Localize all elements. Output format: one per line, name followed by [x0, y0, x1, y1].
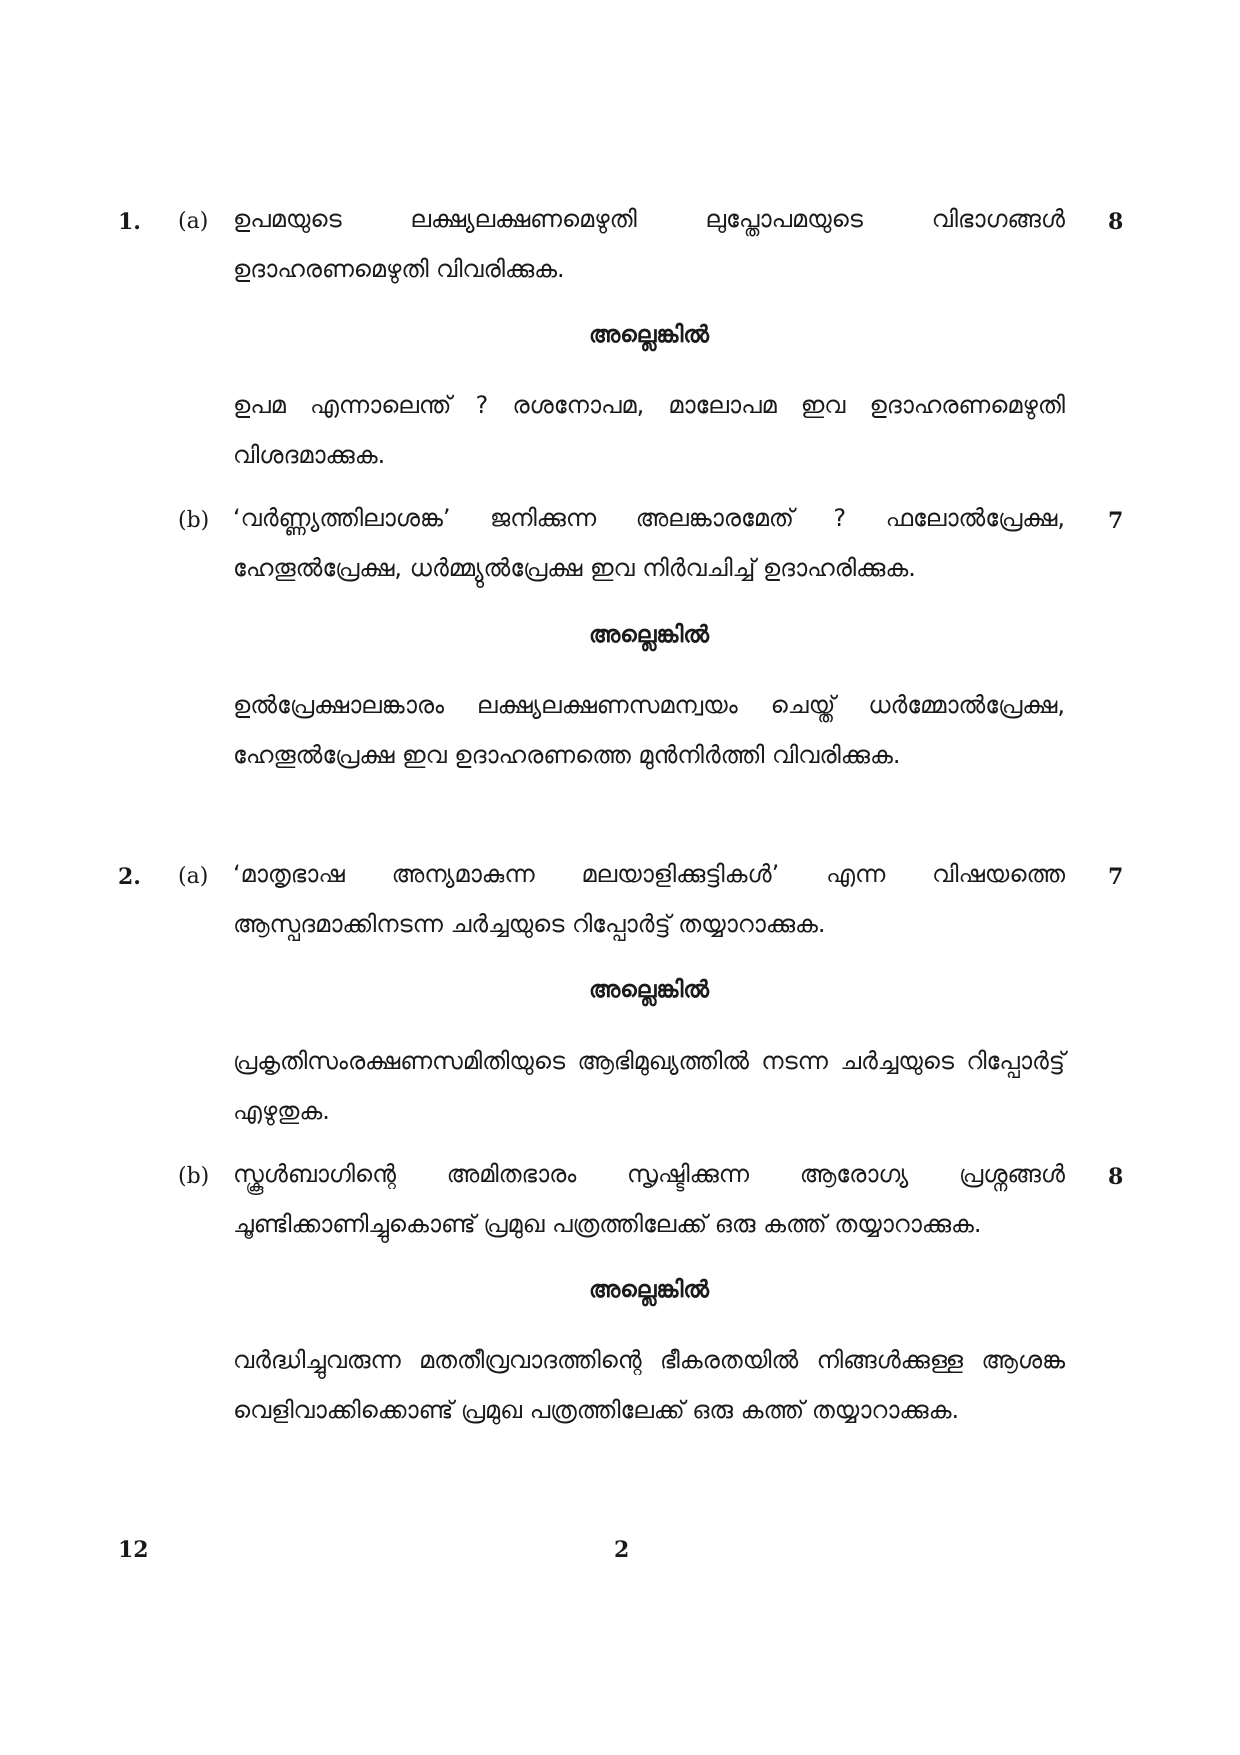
part-label: (a): [178, 864, 209, 889]
alternative-question-text: ഉപമ എന്നാലെന്ത് ? രശനോപമ, മാലോപമ ഇവ ഉദാഹരണമെഴുതി വിശദമാക്കുക.: [233, 391, 1065, 469]
part-label: (b): [178, 508, 210, 533]
marks: 7: [1108, 508, 1124, 534]
or-label: അല്ലെങ്കിൽ: [589, 622, 709, 648]
or-label: അല്ലെങ്കിൽ: [589, 1277, 709, 1303]
part-label: (a): [178, 209, 209, 234]
page-number: 2: [614, 1537, 630, 1563]
alternative-question-text: ഉൽപ്രേക്ഷാലങ്കാരം ലക്ഷ്യലക്ഷണസമന്വയം ചെയ്ത് ധർമ്മോൽപ്രേക്ഷ, ഹേതൂൽപ്രേക്ഷ ഇവ ഉദാഹരണത്തെ മുൻനിർത്തി വിവരിക്കുക.: [233, 691, 1065, 769]
marks: 8: [1108, 209, 1124, 235]
or-label: അല്ലെങ്കിൽ: [589, 322, 709, 348]
or-label: അല്ലെങ്കിൽ: [589, 977, 709, 1003]
marks: 8: [1108, 1164, 1124, 1190]
question-text: ‘മാതൃഭാഷ അന്യമാകുന്ന മലയാളിക്കുട്ടികൾ’ എന്ന വിഷയത്തെ ആസ്പദമാക്കിനടന്ന ചർച്ചയുടെ റിപ്പോർട്ട് തയ്യാറാക്കുക.: [233, 860, 1065, 938]
question-text: സ്കൂൾബാഗിന്റെ അമിതഭാരം സൃഷ്ടിക്കുന്ന ആരോഗ്യ പ്രശ്നങ്ങൾ ചൂണ്ടിക്കാണിച്ചുകൊണ്ട് പ്രമുഖ പത്രത്തിലേക്ക് ഒരു കത്ത് തയ്യാറാക്കുക.: [233, 1160, 1065, 1238]
paper-code: 12: [118, 1537, 149, 1563]
question-text: ഉപമയുടെ ലക്ഷ്യലക്ഷണമെഴുതി ലുപ്തോപമയുടെ വിഭാഗങ്ങൾ ഉദാഹരണമെഴുതി വിവരിക്കുക.: [233, 205, 1065, 283]
question-number: 1.: [118, 209, 141, 235]
alternative-question-text: പ്രകൃതിസംരക്ഷണസമിതിയുടെ ആഭിമുഖ്യത്തിൽ നടന്ന ചർച്ചയുടെ റിപ്പോർട്ട് എഴുതുക.: [233, 1047, 1065, 1125]
question-text: ‘വർണ്ണ്യത്തിലാശങ്ക’ ജനിക്കുന്ന അലങ്കാരമേത് ? ഫലോൽപ്രേക്ഷ, ഹേതൂൽപ്രേക്ഷ, ധർമ്മ്യുൽപ്രേക്ഷ ഇവ നിർവചിച്ച് ഉദാഹരിക്കുക.: [233, 504, 1065, 582]
marks: 7: [1108, 864, 1124, 890]
question-number: 2.: [118, 864, 141, 890]
alternative-question-text: വർദ്ധിച്ചുവരുന്ന മതതീവ്രവാദത്തിന്റെ ഭീകരതയിൽ നിങ്ങൾക്കുള്ള ആശങ്ക വെളിവാക്കിക്കൊണ്ട് പ്രമുഖ പത്രത്തിലേക്ക് ഒരു കത്ത് തയ്യാറാക്കുക.: [233, 1346, 1065, 1424]
part-label: (b): [178, 1164, 210, 1189]
